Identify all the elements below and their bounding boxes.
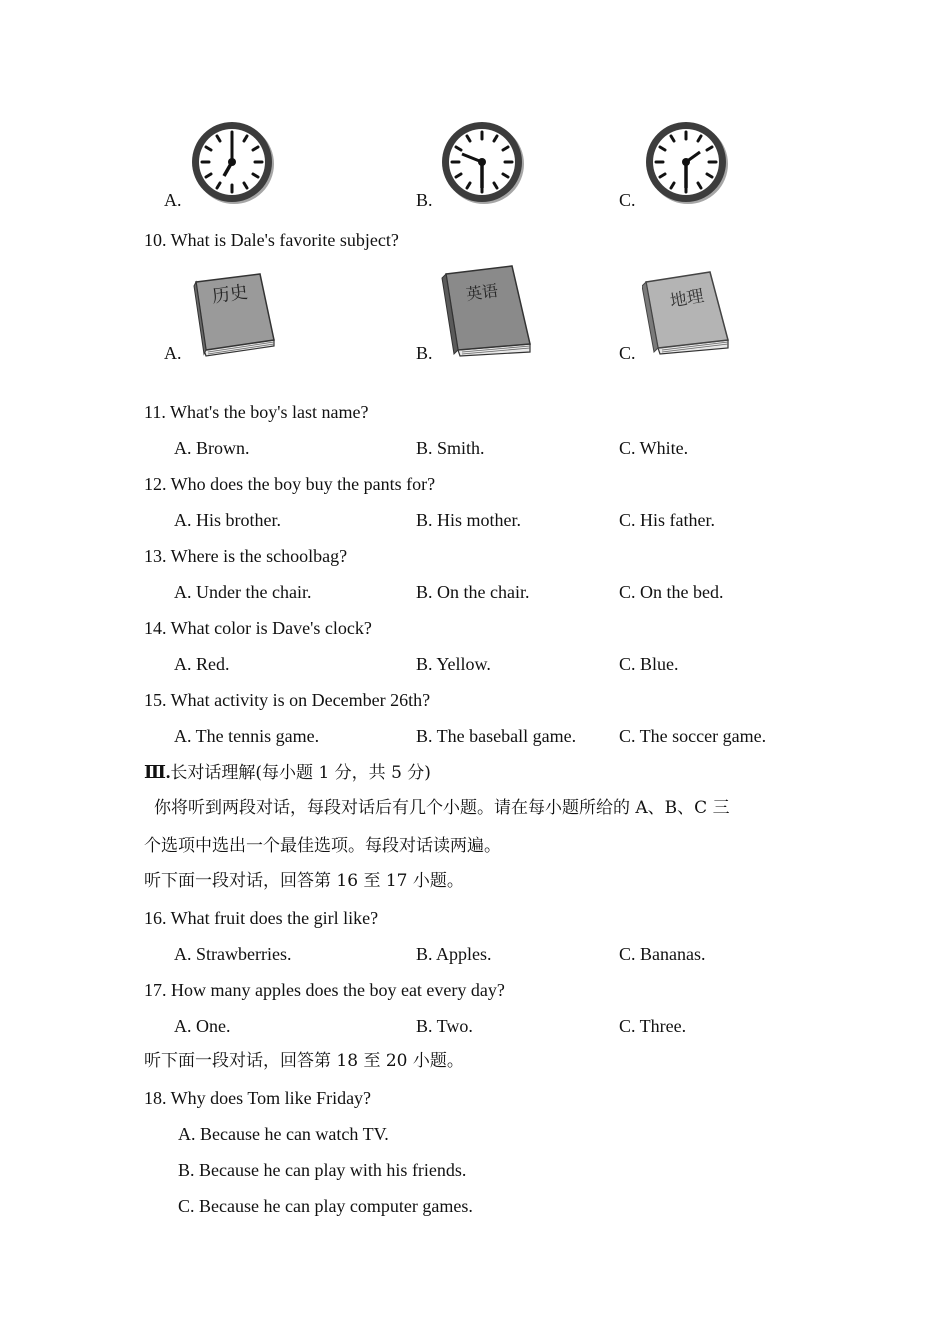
question-text: 14. What color is Dave's clock? <box>144 618 372 638</box>
option-letter-b: B. <box>416 190 433 210</box>
option-c: C. Because he can play computer games. <box>178 1196 473 1216</box>
option-c: C. On the bed. <box>619 582 724 602</box>
option-a: A. Strawberries. <box>174 944 292 964</box>
option-c: C. His father. <box>619 510 715 530</box>
option-b: B. Apples. <box>416 944 492 964</box>
question-text: 12. Who does the boy buy the pants for? <box>144 474 436 494</box>
clock-icon <box>188 118 276 206</box>
question-text: 16. What fruit does the girl like? <box>144 908 379 928</box>
option-b: B. The baseball game. <box>416 726 577 746</box>
option-c: C. Blue. <box>619 654 679 674</box>
option-c: C. Bananas. <box>619 944 706 964</box>
option-letter-a: A. <box>164 190 182 210</box>
clock-icon <box>438 118 526 206</box>
section-numeral: Ⅲ. <box>144 762 171 782</box>
book-label: 地理 <box>668 286 706 312</box>
option-a: A. Red. <box>174 654 230 674</box>
question-10: 10. What is Dale's favorite subject? <box>144 230 399 250</box>
option-letter-a: A. <box>164 343 182 363</box>
section-instructions-line2: 个选项中选出一个最佳选项。每段对话读两遍。 <box>144 836 501 856</box>
option-c: C. The soccer game. <box>619 726 767 746</box>
dialog-intro: 听下面一段对话，回答第 16 至 17 小题。 <box>144 871 464 891</box>
dialog-intro: 听下面一段对话，回答第 18 至 20 小题。 <box>144 1051 464 1071</box>
question-text: 13. Where is the schoolbag? <box>144 546 348 566</box>
book-icon <box>440 264 536 358</box>
section-heading <box>144 761 431 784</box>
book-icon <box>642 268 734 358</box>
option-letter-b: B. <box>416 343 433 363</box>
option-a: A. His brother. <box>174 510 281 530</box>
clock-icon <box>642 118 730 206</box>
option-a: A. Because he can watch TV. <box>178 1124 389 1144</box>
option-letter-c: C. <box>619 190 636 210</box>
section-instructions-line1: 你将听到两段对话，每段对话后有几个小题。请在每小题所给的 A、B、C 三 <box>154 798 730 818</box>
question-text: 18. Why does Tom like Friday? <box>144 1088 372 1108</box>
option-b: B. Two. <box>416 1016 473 1036</box>
option-c: C. Three. <box>619 1016 687 1036</box>
book-label: 英语 <box>464 280 500 305</box>
option-a: A. The tennis game. <box>174 726 320 746</box>
section-title: 长对话理解(每小题 1 分，共 5 分) <box>170 763 431 783</box>
question-text: 17. How many apples does the boy eat every day? <box>144 980 505 1000</box>
option-b: B. Yellow. <box>416 654 491 674</box>
question-text: 15. What activity is on December 26th? <box>144 690 431 710</box>
option-b: B. His mother. <box>416 510 522 530</box>
question-text: 11. What's the boy's last name? <box>144 402 369 422</box>
option-c: C. White. <box>619 438 689 458</box>
option-a: A. Under the chair. <box>174 582 312 602</box>
option-b: B. On the chair. <box>416 582 530 602</box>
option-b: B. Because he can play with his friends. <box>178 1160 467 1180</box>
option-letter-c: C. <box>619 343 636 363</box>
option-a: A. One. <box>174 1016 231 1036</box>
option-a: A. Brown. <box>174 438 250 458</box>
option-b: B. Smith. <box>416 438 485 458</box>
book-label: 历史 <box>210 281 250 308</box>
